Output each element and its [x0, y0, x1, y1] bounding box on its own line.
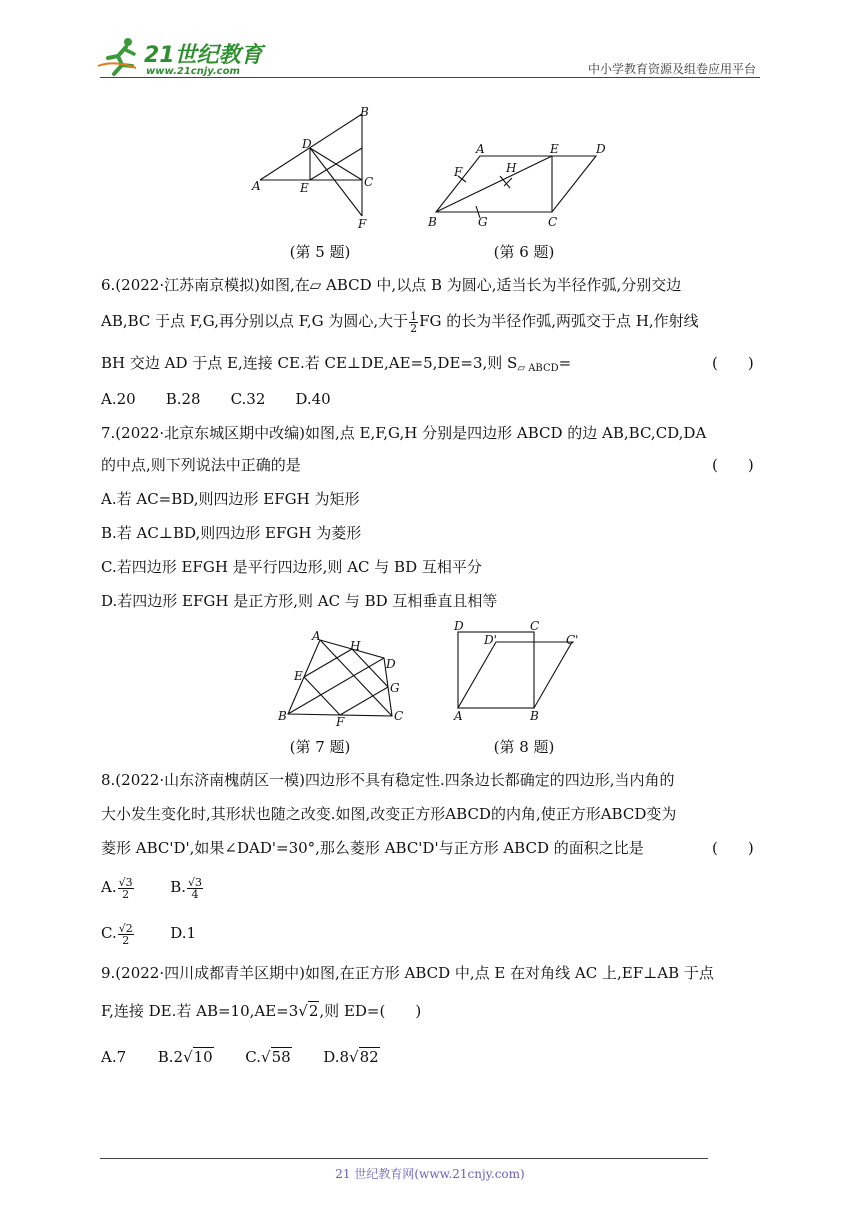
fig8-label-a: A — [454, 709, 463, 723]
footer-divider — [100, 1158, 708, 1159]
q9-sqrt-2: √2 — [298, 1002, 319, 1020]
fig5-label-c: C — [364, 175, 374, 189]
q7-option-d: D.若四边形 EFGH 是正方形,则 AC 与 BD 互相垂直且相等 — [101, 592, 498, 610]
q7-answer-blank: ( ) — [712, 456, 754, 474]
figure-5 — [250, 104, 390, 232]
q7-option-c: C.若四边形 EFGH 是平行四边形,则 AC 与 BD 互相平分 — [101, 558, 482, 576]
q9-option-a: A.7 — [101, 1048, 127, 1066]
header-logo — [96, 36, 266, 80]
header-platform-name: 中小学教育资源及组卷应用平台 — [587, 62, 756, 76]
fig6-caption: (第 6 题) — [493, 243, 555, 261]
q8-options-cd: C. $\frac{√2}{2}$ D.1 — [101, 921, 197, 947]
q8-option-c-fraction: $\frac{√2}{2}$ — [118, 921, 133, 947]
fig8-caption: (第 8 题) — [493, 738, 555, 756]
q8-line-2: 大小发生变化时,其形状也随之改变.如图,改变正方形ABCD的内角,使正方形ABCD变为 — [101, 805, 677, 823]
header-divider — [100, 77, 760, 78]
q6-answer-blank: ( ) — [712, 354, 754, 372]
fig8-label-c-prime: C' — [566, 633, 579, 647]
fig7-label-g: G — [390, 681, 400, 695]
q9-option-c: C.√58 — [245, 1048, 291, 1066]
fig6-label-c: C — [548, 215, 558, 229]
fig5-caption: (第 5 题) — [289, 243, 351, 261]
logo-title: 21世纪教育 — [144, 43, 263, 68]
q7-line-2: 的中点,则下列说法中正确的是 — [101, 456, 301, 474]
fig7-label-c: C — [394, 709, 404, 723]
fig7-label-f: F — [336, 715, 345, 726]
fig7-label-h: H — [350, 639, 361, 653]
fig5-label-d: D — [302, 137, 312, 151]
q8-line-3: 菱形 ABC'D',如果∠DAD'=30°,那么菱形 ABC'D'与正方形 ABCD 的面积之比是 — [101, 839, 644, 857]
fig7-caption: (第 7 题) — [289, 738, 351, 756]
q8-option-d: D.1 — [170, 924, 197, 942]
fig6-label-h: H — [506, 161, 517, 175]
fig6-label-b: B — [428, 215, 437, 229]
q9-option-b: B.2√10 — [157, 1048, 213, 1066]
q8-option-b-fraction: $\frac{√3}{4}$ — [187, 875, 202, 901]
q6-area-subscript: ▱ ABCD — [517, 363, 559, 374]
q9-line-2: F,连接 DE.若 AB=10,AE=3√2,则 ED=( ) — [101, 1002, 422, 1020]
logo-url: www.21cnjy.com — [146, 66, 240, 77]
q7-option-a: A.若 AC=BD,则四边形 EFGH 为矩形 — [101, 490, 360, 508]
q7-line-1: 7.(2022·北京东城区期中改编)如图,点 E,F,G,H 分别是四边形 ABCD 的边 AB,BC,CD,DA — [101, 424, 707, 442]
q6-line-2 — [101, 310, 699, 334]
q6-line-3: BH 交边 AD 于点 E,连接 CE.若 CE⊥DE,AE=5,DE=3,则 $S_{▱ ABCD}=$ — [101, 354, 572, 374]
fig5-label-f: F — [358, 217, 367, 231]
q9-options — [101, 1046, 380, 1068]
fig8-label-c: C — [530, 619, 540, 633]
fig5-label-b: B — [360, 105, 369, 119]
q6-line-1: 6.(2022·江苏南京模拟)如图,在▱ ABCD 中,以点 B 为圆心,适当长为半径作弧,分别交边 — [101, 276, 682, 294]
runner-logo-icon — [96, 36, 146, 76]
q8-options-ab: A. $\frac{√3}{2}$ B. $\frac{√3}{4}$ — [101, 875, 202, 901]
q7-option-b: B.若 AC⊥BD,则四边形 EFGH 为菱形 — [101, 524, 362, 542]
fig6-label-d: D — [596, 142, 606, 156]
fig6-label-f: F — [454, 165, 463, 179]
figure-6 — [424, 138, 614, 232]
q9-line-1: 9.(2022·四川成都青羊区期中)如图,在正方形 ABCD 中,点 E 在对角线 AC 上,EF⊥AB 于点 — [101, 964, 714, 982]
fig7-label-e: E — [294, 669, 303, 683]
fig7-label-b: B — [278, 709, 287, 723]
q6-options: A.20 B.28 C.32 D.40 — [101, 390, 331, 408]
footer-link[interactable]: 21 世纪教育网(www.21cnjy.com) — [335, 1167, 525, 1181]
q6-line-2-end: FG 的长为半径作弧,两弧交于点 H,作射线 — [419, 312, 699, 330]
q8-answer-blank: ( ) — [712, 839, 754, 857]
fig7-label-d: D — [386, 657, 396, 671]
q9-option-d: D.8√82 — [323, 1048, 379, 1066]
figure-8 — [448, 618, 588, 724]
fig5-label-e: E — [300, 181, 309, 195]
fig5-label-a: A — [252, 179, 261, 193]
fig6-label-g: G — [478, 215, 488, 229]
q8-line-1: 8.(2022·山东济南槐荫区一模)四边形不具有稳定性.四条边长都确定的四边形,当内角的 — [101, 771, 675, 789]
figure-7 — [274, 628, 408, 726]
fig6-label-a: A — [476, 142, 485, 156]
q8-option-a-fraction: $\frac{√3}{2}$ — [118, 875, 133, 901]
fig7-label-a: A — [312, 629, 321, 643]
fig6-label-e: E — [550, 142, 559, 156]
fig8-label-d-prime: D' — [484, 633, 497, 647]
q6-fraction-half: $\frac{1}{2}$ — [410, 309, 418, 335]
fig8-label-d: D — [454, 619, 464, 633]
fig8-label-b: B — [530, 709, 539, 723]
q6-line-2-start: AB,BC 于点 F,G,再分别以点 F,G 为圆心,大于 — [101, 312, 409, 330]
